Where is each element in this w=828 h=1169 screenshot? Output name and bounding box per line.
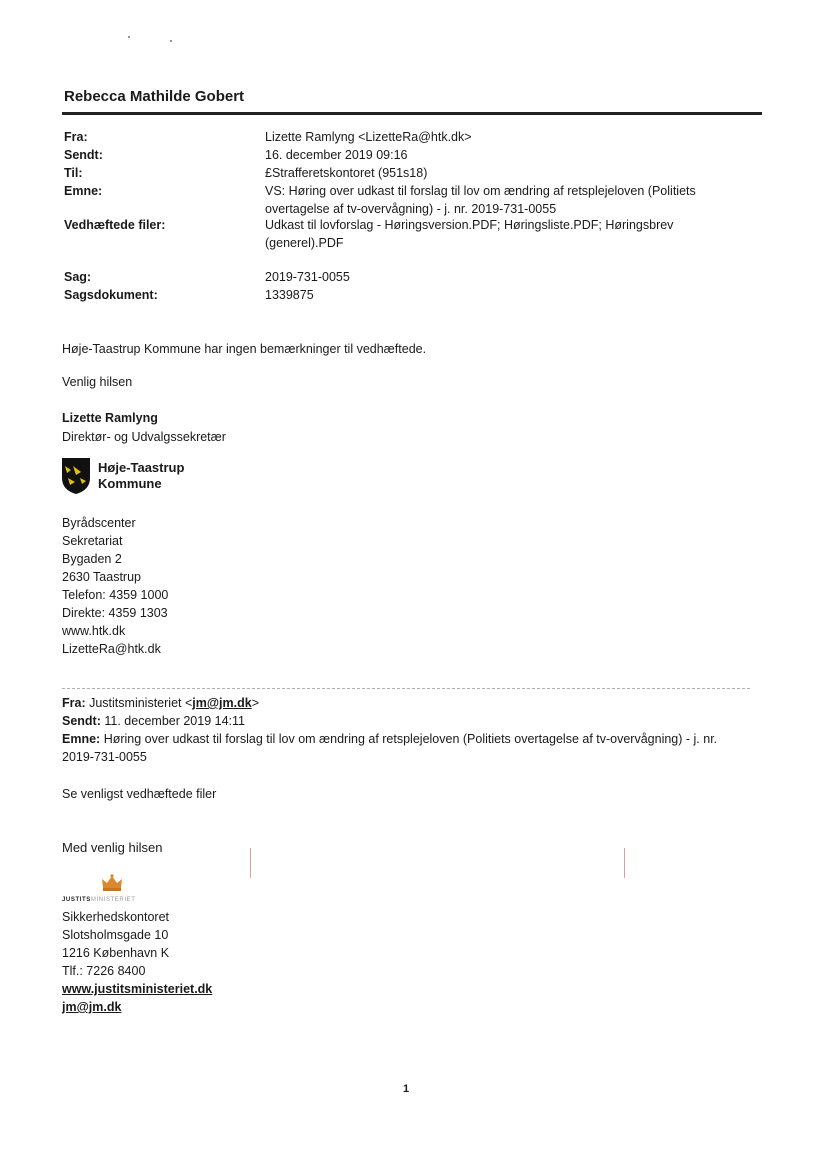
- sent-label: Sendt:: [64, 148, 103, 162]
- scan-speck: [128, 36, 130, 38]
- from-label: Fra:: [64, 130, 88, 144]
- sent-value: 16. december 2019 09:16: [265, 148, 408, 162]
- attachments-label: Vedhæftede filer:: [64, 218, 166, 232]
- crown-icon: [101, 874, 123, 892]
- phone-line: Tlf.: 7226 8400: [62, 964, 146, 978]
- forwarded-sent-line: [62, 712, 245, 730]
- case-value: 2019-731-0055: [265, 270, 350, 284]
- logo-word-ministeriet: MINISTERIET: [90, 897, 136, 903]
- forwarded-body-text: Se venligst vedhæftede filer: [62, 787, 217, 801]
- address-line: Slotsholmsgade 10: [62, 928, 169, 942]
- scan-speck: [170, 40, 172, 42]
- forwarded-from-line: [62, 694, 259, 712]
- address-line: Sikkerhedskontoret: [62, 910, 170, 924]
- hoje-taastrup-shield-icon: [60, 456, 92, 496]
- scan-fold-mark: [624, 848, 625, 878]
- subject-label: Emne:: [64, 184, 103, 198]
- page-number: 1: [403, 1083, 410, 1095]
- logo-word-justits: JUSTITS: [62, 897, 91, 903]
- scan-fold-mark: [250, 848, 251, 878]
- ministry-website-link[interactable]: www.justitsministeriet.dk: [62, 982, 213, 996]
- from-value: Lizette Ramlyng <LizetteRa@htk.dk>: [265, 130, 472, 144]
- mailbox-owner-name: Rebecca Mathilde Gobert: [64, 88, 245, 105]
- address-line: Bygaden 2: [62, 552, 122, 566]
- forward-separator: [62, 688, 750, 689]
- justitsministeriet-logo-wordmark: [62, 896, 135, 904]
- reply-body-text: Høje-Taastrup Kommune har ingen bemærkninger til vedhæftede.: [62, 342, 427, 356]
- email-line: LizetteRa@htk.dk: [62, 642, 161, 656]
- case-document-value: 1339875: [265, 288, 314, 302]
- forwarded-from-label: Fra:: [62, 696, 86, 710]
- forwarded-from-close: >: [251, 696, 260, 710]
- phone-line: Telefon: 4359 1000: [62, 588, 169, 602]
- website-line: www.htk.dk: [62, 624, 126, 638]
- ministry-address-block: [62, 908, 212, 1016]
- forwarded-from-email-link[interactable]: jm@jm.dk: [192, 696, 252, 710]
- forwarded-subject-line: [62, 730, 752, 766]
- forwarded-greeting: Med venlig hilsen: [62, 840, 163, 855]
- case-document-label: Sagsdokument:: [64, 288, 158, 302]
- logo-line-1: Høje-Taastrup: [98, 460, 185, 475]
- forwarded-sent-label: Sendt:: [62, 714, 101, 728]
- address-line: Byrådscenter: [62, 516, 136, 530]
- sender-name: Lizette Ramlyng: [62, 411, 158, 425]
- hoje-taastrup-logo-text: [98, 460, 184, 492]
- attachments-value: Udkast til lovforslag - Høringsversion.PDF; Høringsliste.PDF; Høringsbrev (generel).PDF: [265, 218, 674, 250]
- forwarded-from-value: Justitsministeriet <: [89, 696, 193, 710]
- forwarded-subject-value: Høring over udkast til forslag til lov om ændring af retsplejeloven (Politiets overtagelse af tv-overvågning) - j. nr. 2019-731-0055: [62, 732, 718, 764]
- sender-title: Direktør- og Udvalgssekretær: [62, 430, 226, 444]
- subject-value: VS: Høring over udkast til forslag til lov om ændring af retsplejeloven (Politiets overtagelse af tv-overvågning) - j. nr. 2019-731-0055: [265, 184, 696, 216]
- direct-phone-line: Direkte: 4359 1303: [62, 606, 168, 620]
- header-rule: [62, 112, 762, 115]
- address-line: Sekretariat: [62, 534, 123, 548]
- reply-greeting: Venlig hilsen: [62, 375, 133, 389]
- case-label: Sag:: [64, 270, 92, 284]
- forwarded-sent-value: 11. december 2019 14:11: [104, 714, 245, 728]
- ministry-email-link[interactable]: jm@jm.dk: [62, 1000, 122, 1014]
- to-value: £Strafferetskontoret (951s18): [265, 166, 428, 180]
- address-line: 1216 København K: [62, 946, 170, 960]
- to-label: Til:: [64, 166, 83, 180]
- forwarded-subject-label: Emne:: [62, 732, 101, 746]
- logo-line-2: Kommune: [98, 476, 162, 491]
- sender-address-block: [62, 514, 168, 658]
- address-line: 2630 Taastrup: [62, 570, 141, 584]
